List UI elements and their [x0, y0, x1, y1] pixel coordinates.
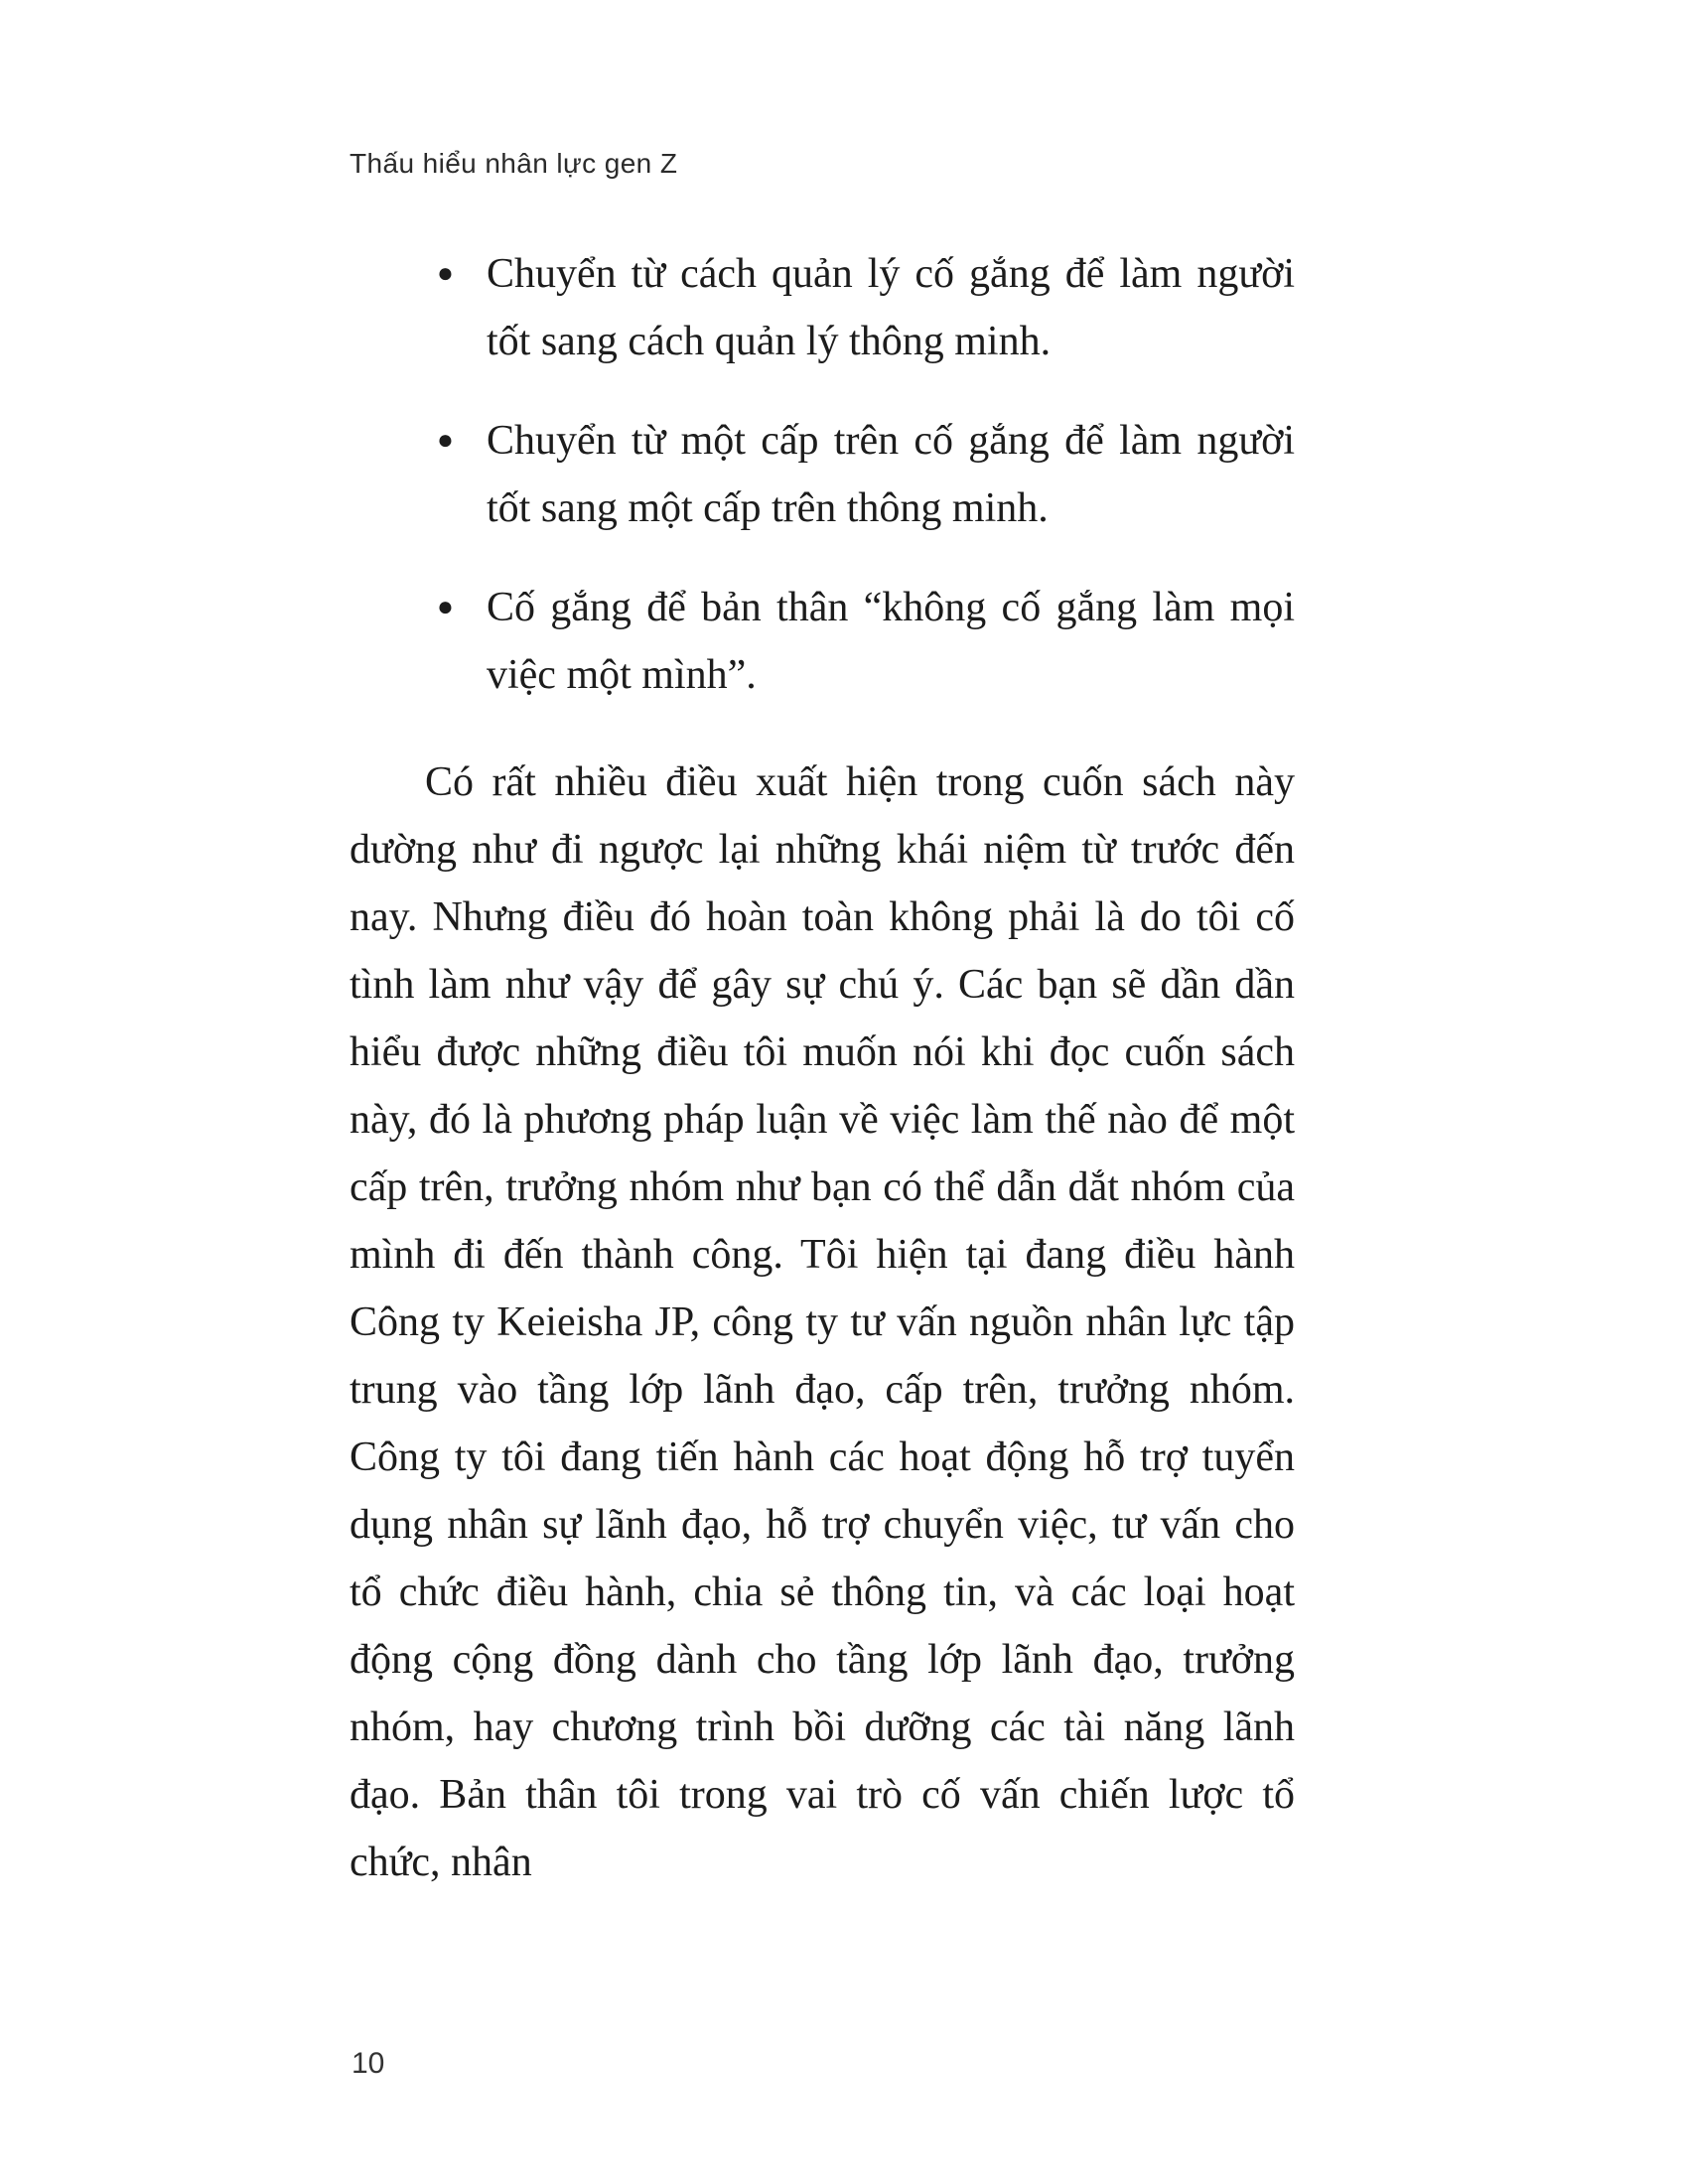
page-content — [350, 240, 1295, 1896]
bullet-list — [350, 240, 1295, 709]
bullet-icon: ● — [437, 592, 454, 622]
body-paragraph: Có rất nhiều điều xuất hiện trong cuốn sách này dường như đi ngược lại những khái niệm từ trước đến nay. Nhưng điều đó hoàn toàn không phải là do tôi cố tình làm như vậy để gây sự chú ý. Các bạn sẽ dần dần hiểu được những điều tôi muốn nói khi đọc cuốn sách này, đó là phương pháp luận về việc làm thế nào để một cấp trên, trưởng nhóm như bạn có thể dẫn dắt nhóm của mình đi đến thành công. Tôi hiện tại đang điều hành Công ty Keieisha JP, công ty tư vấn nguồn nhân lực tập trung vào tầng lớp lãnh đạo, cấp trên, trưởng nhóm. Công ty tôi đang tiến hành các hoạt động hỗ trợ tuyển dụng nhân sự lãnh đạo, hỗ trợ chuyển việc, tư vấn cho tổ chức điều hành, chia sẻ thông tin, và các loại hoạt động cộng đồng dành cho tầng lớp lãnh đạo, trưởng nhóm, hay chương trình bồi dưỡng các tài năng lãnh đạo. Bản thân tôi trong vai trò cố vấn chiến lược tổ chức, nhân — [350, 759, 1295, 1885]
page-number: 10 — [352, 2047, 385, 2080]
bullet-icon: ● — [437, 258, 454, 289]
list-item — [437, 574, 1295, 709]
bullet-icon: ● — [437, 425, 454, 456]
bullet-text: Chuyển từ cách quản lý cố gắng để làm người tốt sang cách quản lý thông minh. — [487, 251, 1295, 364]
running-header: Thấu hiểu nhân lực gen Z — [350, 148, 678, 179]
bullet-text: Cố gắng để bản thân “không cố gắng làm mọi việc một mình”. — [487, 585, 1295, 698]
list-item — [437, 407, 1295, 542]
bullet-text: Chuyển từ một cấp trên cố gắng để làm người tốt sang một cấp trên thông minh. — [487, 418, 1295, 531]
list-item — [437, 240, 1295, 375]
